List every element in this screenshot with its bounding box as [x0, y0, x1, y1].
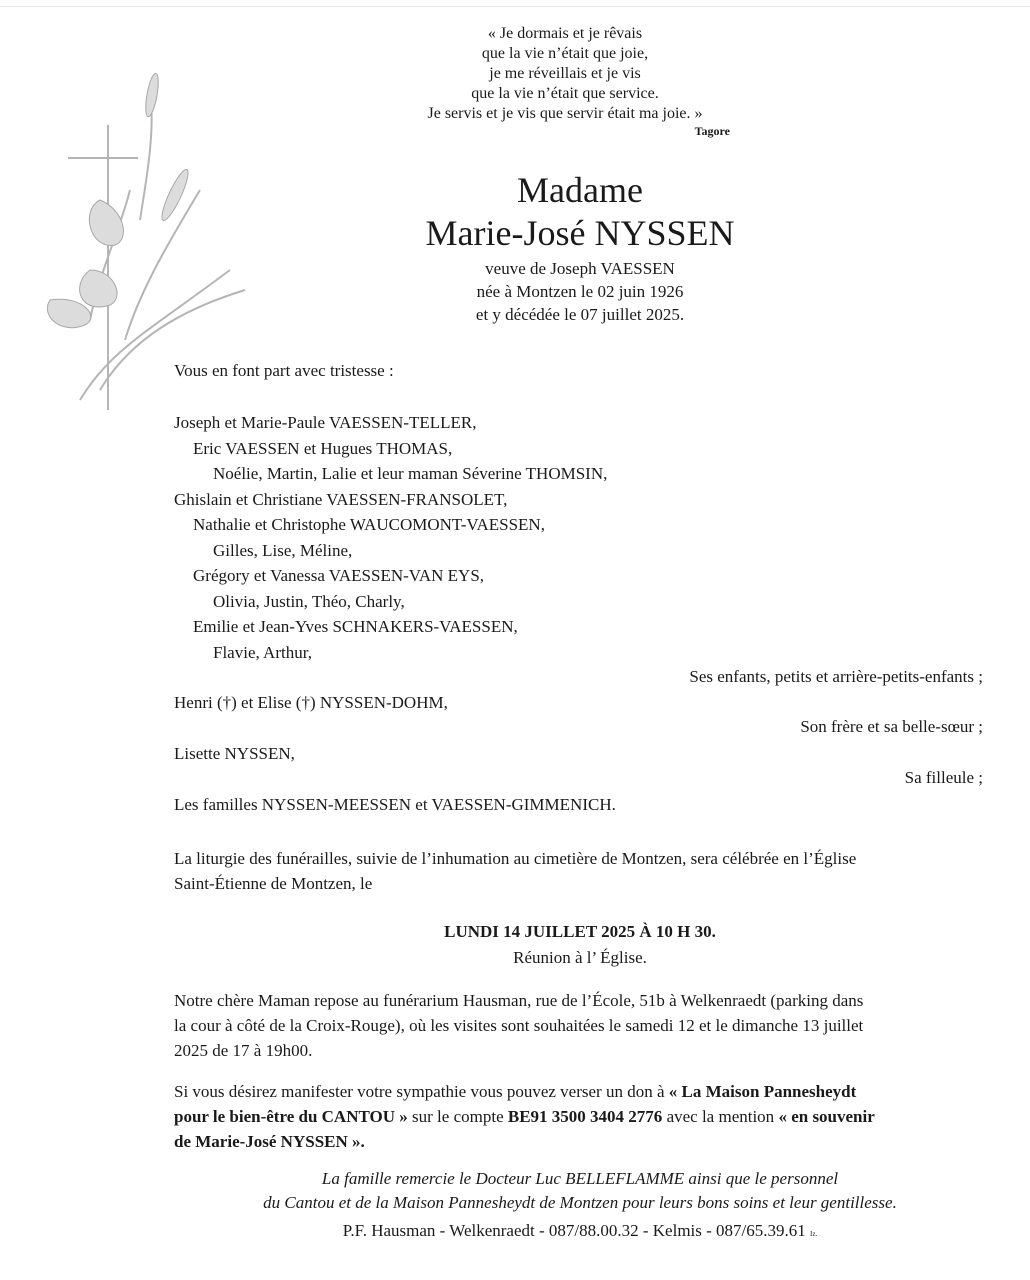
thanks-line: La famille remercie le Docteur Luc BELLEFLAMME ainsi que le personnel	[321, 1169, 839, 1188]
printer-mark: Iz.	[810, 1230, 818, 1238]
family-member: Ghislain et Christiane VAESSEN-FRANSOLET,	[174, 489, 508, 509]
donation-mention: « en souvenir	[778, 1107, 875, 1126]
extended-families: Les familles NYSSEN-MEESSEN et VAESSEN-GIMMENICH.	[174, 795, 616, 814]
family-member: Eric VAESSEN et Hugues THOMAS,	[193, 438, 453, 458]
deceased-name: Marie-José NYSSEN	[425, 213, 735, 253]
family-member: Joseph et Marie-Paule VAESSEN-TELLER,	[174, 413, 477, 432]
goddaughter: Lisette NYSSEN,	[174, 744, 295, 763]
acknowledgement	[160, 1167, 1000, 1215]
ceremony-meeting: Réunion à l’ Église.	[513, 948, 647, 967]
bank-account: BE91 3500 3404 2776	[507, 1107, 663, 1126]
family-member: Gilles, Lise, Méline,	[213, 540, 353, 560]
family-member: Olivia, Justin, Théo, Charly,	[213, 591, 405, 611]
page-top-rule	[0, 6, 1030, 7]
relation-siblings: Son frère et sa belle-sœur ;	[800, 717, 983, 736]
honorific: Madame	[517, 170, 643, 210]
funeral-home-footer	[260, 1219, 900, 1246]
relation-children: Ses enfants, petits et arrière-petits-enfants ;	[689, 667, 983, 686]
deceased-details	[430, 257, 730, 326]
quote-line: Je servis et je vis que servir était ma joie. »	[427, 105, 703, 122]
quote-line: « Je dormais et je rêvais	[487, 25, 643, 42]
donation-mention: de Marie-José NYSSEN ».	[174, 1132, 365, 1151]
rest-line: Notre chère Maman repose au funérarium Hausman, rue de l’École, 51b à Welkenraedt (parking dans	[174, 991, 864, 1010]
donation-line: Si vous désirez manifester votre sympathie vous pouvez verser un don à « La Maison Pannesheydt	[174, 1082, 857, 1101]
donation-text	[174, 1079, 988, 1154]
family-member: Nathalie et Christophe WAUCOMONT-VAESSEN,	[193, 515, 545, 534]
family-list	[174, 410, 607, 665]
liturgy-line: Saint-Étienne de Montzen, le	[174, 874, 373, 893]
rest-line: 2025 de 17 à 19h00.	[174, 1041, 313, 1060]
rest-text	[174, 988, 988, 1063]
family-member: Emilie et Jean-Yves SCHNAKERS-VAESSEN,	[193, 617, 518, 636]
donation-org: pour le bien-être du CANTOU »	[174, 1107, 408, 1126]
donation-line: pour le bien-être du CANTOU » sur le compte BE91 3500 3404 2776 avec la mention « en souvenir	[174, 1107, 875, 1126]
donation-org: « La Maison Pannesheydt	[668, 1082, 857, 1101]
epigraph-quote	[400, 24, 730, 124]
widow-of: veuve de Joseph VAESSEN	[485, 259, 675, 278]
funeral-home-contact: P.F. Hausman - Welkenraedt - 087/88.00.32 - Kelmis - 087/65.39.61	[342, 1221, 806, 1240]
family-member: Grégory et Vanessa VAESSEN-VAN EYS,	[193, 566, 485, 585]
birth-info: née à Montzen le 02 juin 1926	[476, 282, 684, 301]
quote-line: que la vie n’était que service.	[471, 85, 659, 102]
family-member: Flavie, Arthur,	[213, 642, 312, 662]
rest-line: la cour à côté de la Croix-Rouge), où les visites sont souhaitées le samedi 12 et le dimanche 13 juillet	[174, 1016, 864, 1035]
family-member: Noélie, Martin, Lalie et leur maman Séverine THOMSIN,	[213, 464, 608, 483]
announcement-intro: Vous en font part avec tristesse :	[174, 361, 394, 380]
quote-line: je me réveillais et je vis	[489, 65, 641, 82]
relation-goddaughter: Sa filleule ;	[904, 768, 983, 787]
liturgy-text	[174, 846, 988, 896]
quote-author: Tagore	[694, 124, 730, 138]
thanks-line: du Cantou et de la Maison Pannesheydt de Montzen pour leurs bons soins et leur gentillesse.	[263, 1193, 897, 1212]
death-info: et y décédée le 07 juillet 2025.	[475, 305, 685, 324]
quote-line: que la vie n’était que joie,	[481, 45, 649, 62]
lily-flower	[89, 200, 123, 245]
donation-line	[174, 1129, 988, 1154]
wheat-ear	[158, 167, 193, 223]
siblings: Henri (†) et Elise (†) NYSSEN-DOHM,	[174, 693, 448, 712]
ceremony-date: LUNDI 14 JUILLET 2025 À 10 H 30.	[444, 922, 716, 941]
liturgy-line: La liturgie des funérailles, suivie de l’inhumation au cimetière de Montzen, sera célébrée en l’Église	[174, 849, 857, 868]
